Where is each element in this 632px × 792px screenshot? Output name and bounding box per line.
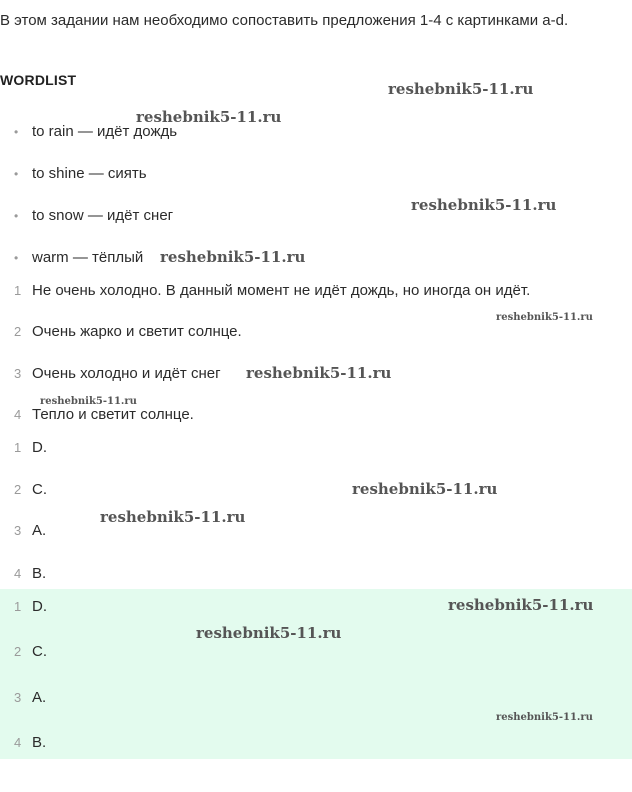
sentence-item — [0, 278, 530, 304]
wordlist-item — [0, 245, 143, 271]
wordlist-item-text: to shine — сиять — [32, 165, 147, 182]
watermark: reshebnik5-11.ru — [100, 508, 246, 526]
bullet-icon: • — [14, 209, 19, 223]
watermark: reshebnik5-11.ru — [352, 480, 498, 498]
wordlist-item — [0, 161, 147, 187]
watermark: reshebnik5-11.ru — [196, 624, 342, 642]
highlighted-answer-item — [0, 730, 46, 756]
sentence-text: Очень холодно и идёт снег — [32, 365, 221, 382]
answer-number: 3 — [14, 690, 22, 705]
highlighted-answer-item — [0, 594, 47, 620]
answer-item — [0, 435, 47, 461]
watermark: reshebnik5-11.ru — [160, 248, 306, 266]
highlighted-answer-panel — [0, 589, 632, 759]
wordlist-item-text: warm — тёплый — [32, 249, 144, 266]
answer-text: D. — [32, 598, 47, 615]
watermark: reshebnik5-11.ru — [496, 312, 593, 323]
bullet-icon: • — [14, 167, 19, 181]
answer-number: 4 — [14, 566, 22, 581]
highlighted-answer-item — [0, 639, 47, 665]
watermark: reshebnik5-11.ru — [411, 196, 557, 214]
wordlist-item — [0, 203, 173, 229]
answer-number: 2 — [14, 482, 22, 497]
sentence-number: 2 — [14, 324, 22, 339]
watermark: reshebnik5-11.ru — [388, 80, 534, 98]
answer-number: 1 — [14, 440, 22, 455]
answer-text: C. — [32, 481, 47, 498]
sentence-number: 4 — [14, 407, 22, 422]
sentence-text: Тепло и светит солнце. — [32, 406, 194, 423]
answer-number: 2 — [14, 644, 22, 659]
intro-text: В этом задании нам необходимо сопоставить предложения 1-4 с картинками a-d. — [0, 12, 569, 29]
answer-item — [0, 561, 46, 587]
answer-text: C. — [32, 643, 47, 660]
answer-text: B. — [32, 565, 47, 582]
wordlist-item-text: to rain — идёт дождь — [32, 123, 178, 140]
wordlist-heading: WORDLIST — [0, 72, 77, 88]
sentence-item — [0, 361, 221, 387]
answer-item — [0, 477, 47, 503]
sentence-item — [0, 319, 242, 345]
answer-text: A. — [32, 689, 47, 706]
answer-item — [0, 518, 46, 544]
answer-number: 1 — [14, 599, 22, 614]
watermark: reshebnik5-11.ru — [136, 108, 282, 126]
sentence-text: Не очень холодно. В данный момент не идёт дождь, но иногда он идёт. — [32, 282, 531, 299]
answer-text: D. — [32, 439, 47, 456]
sentence-text: Очень жарко и светит солнце. — [32, 323, 242, 340]
answer-text: A. — [32, 522, 47, 539]
bullet-icon: • — [14, 251, 19, 265]
wordlist-item-text: to snow — идёт снег — [32, 207, 174, 224]
watermark: reshebnik5-11.ru — [448, 596, 594, 614]
sentence-number: 1 — [14, 283, 22, 298]
watermark: reshebnik5-11.ru — [246, 364, 392, 382]
bullet-icon: • — [14, 125, 19, 139]
highlighted-answer-item — [0, 685, 46, 711]
answer-text: B. — [32, 734, 47, 751]
answer-number: 4 — [14, 735, 22, 750]
watermark: reshebnik5-11.ru — [40, 396, 137, 407]
answer-number: 3 — [14, 523, 22, 538]
watermark: reshebnik5-11.ru — [496, 712, 593, 723]
sentence-number: 3 — [14, 366, 22, 381]
